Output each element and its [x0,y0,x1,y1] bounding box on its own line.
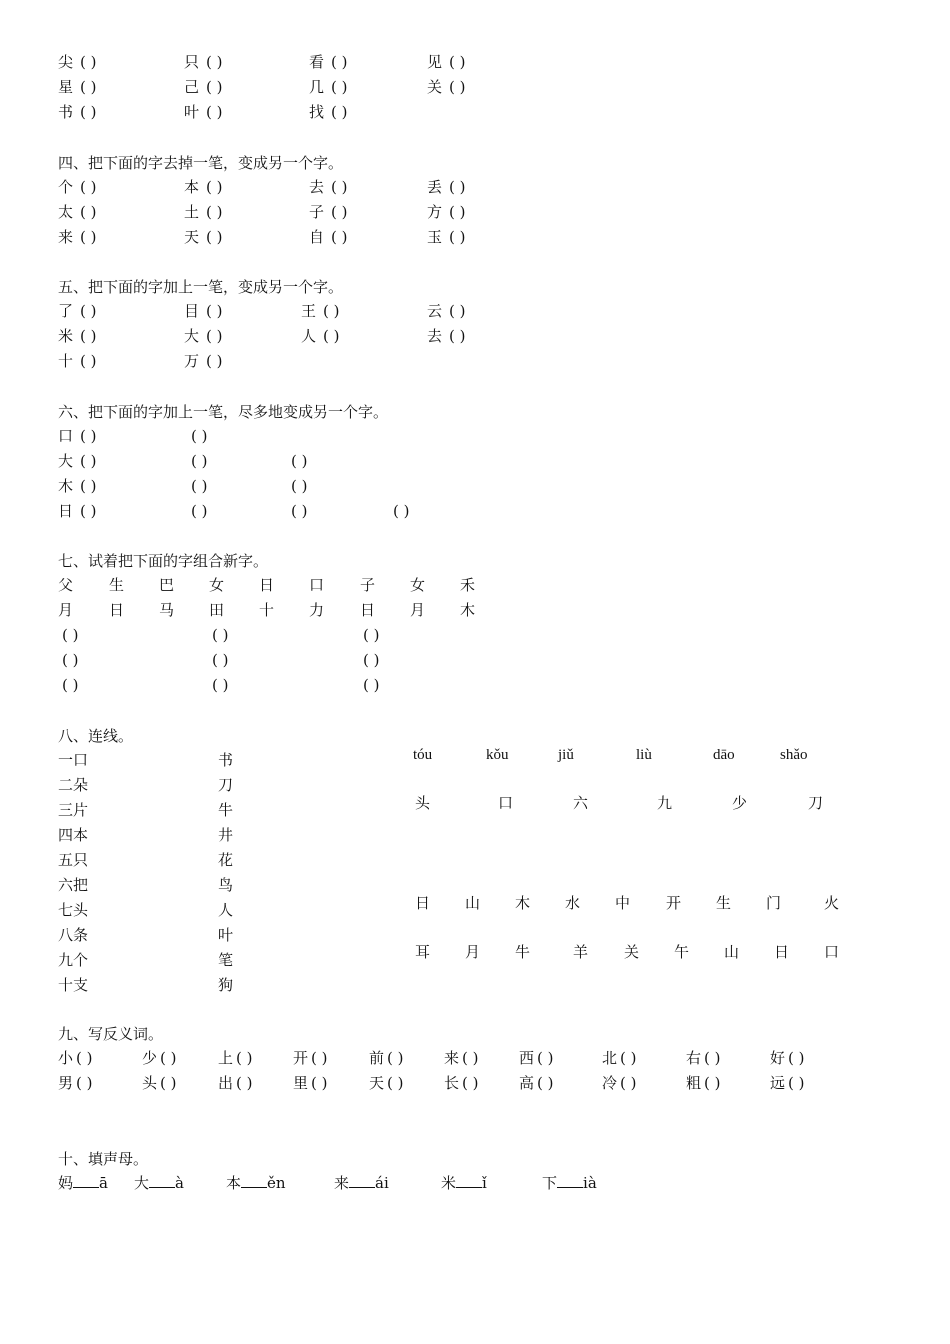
char: 个 [58,178,74,196]
char: 见 [427,53,443,71]
char: 土 [184,203,200,221]
answer-paren: ( ) [80,53,97,71]
answer-paren: ( ) [393,502,410,520]
char: 来 [334,1174,350,1192]
answer-paren: ( ) [80,352,97,370]
char: 了 [58,302,74,320]
fill-initial-item [134,1171,184,1195]
answer-paren: ( ) [191,427,208,445]
match-left-item: 十支 [58,976,89,994]
char: 口 [58,427,74,445]
char: 看 [309,53,325,71]
match-right-item: 花 [218,851,234,869]
char: 叶 [184,103,200,121]
char: 牛 [515,943,531,961]
answer-paren: ( ) [62,676,79,694]
answer-paren: ( ) [76,1074,93,1092]
char: 前 [369,1049,385,1067]
char: 西 [519,1049,535,1067]
answer-paren: ( ) [331,103,348,121]
match-right-item: 书 [218,751,234,769]
char: 来 [444,1049,460,1067]
char: 云 [427,302,443,320]
char: 十 [58,352,74,370]
char: 米 [441,1174,457,1192]
char: 己 [184,78,200,96]
match-left-item: 八条 [58,926,89,944]
answer-paren: ( ) [212,651,229,669]
answer-paren: ( ) [331,228,348,246]
match-hanzi: 刀 [808,794,824,812]
char: 山 [465,894,481,912]
answer-paren: ( ) [331,78,348,96]
char: 本 [184,178,200,196]
answer-paren: ( ) [160,1074,177,1092]
char: 田 [209,601,225,619]
pinyin-label: tóu [413,747,433,763]
match-hanzi: 九 [657,794,673,812]
answer-paren: ( ) [62,626,79,644]
match-right-item: 牛 [218,801,234,819]
char: 米 [58,327,74,345]
char: 门 [766,894,782,912]
match-right-item: 鸟 [218,876,234,894]
char: 午 [674,943,690,961]
char: 高 [519,1074,535,1092]
char: 丢 [427,178,443,196]
answer-paren: ( ) [80,103,97,121]
section-5-title: 五、把下面的字加上一笔，变成另一个字。 [58,278,344,296]
blank-line[interactable] [349,1173,375,1188]
section-9-title: 九、写反义词。 [58,1025,164,1043]
char: 女 [209,576,225,594]
char: 头 [142,1074,158,1092]
answer-paren: ( ) [80,78,97,96]
answer-paren: ( ) [206,53,223,71]
char: 子 [309,203,325,221]
answer-paren: ( ) [462,1049,479,1067]
answer-paren: ( ) [537,1049,554,1067]
answer-paren: ( ) [363,676,380,694]
char: 大 [134,1174,150,1192]
match-right-item: 人 [218,901,234,919]
char: 尖 [58,53,74,71]
char: 女 [410,576,426,594]
char: 日 [109,601,125,619]
char: 中 [615,894,631,912]
match-left-item: 六把 [58,876,89,894]
answer-paren: ( ) [62,651,79,669]
char: 关 [427,78,443,96]
answer-paren: ( ) [191,452,208,470]
final: ià [583,1174,597,1192]
char: 冷 [602,1074,618,1092]
char: 王 [301,302,317,320]
answer-paren: ( ) [212,676,229,694]
answer-paren: ( ) [449,327,466,345]
char: 好 [770,1049,786,1067]
char: 天 [184,228,200,246]
char: 木 [460,601,476,619]
char: 日 [259,576,275,594]
match-right-item: 狗 [218,976,234,994]
match-left-item: 三片 [58,801,89,819]
char: 长 [444,1074,460,1092]
answer-paren: ( ) [620,1074,637,1092]
answer-paren: ( ) [462,1074,479,1092]
char: 小 [58,1049,74,1067]
char: 星 [58,78,74,96]
char: 日 [774,943,790,961]
char: 巴 [159,576,175,594]
char: 大 [58,452,74,470]
answer-paren: ( ) [449,78,466,96]
answer-paren: ( ) [206,203,223,221]
blank-line[interactable] [73,1173,99,1188]
char: 上 [218,1049,234,1067]
answer-paren: ( ) [80,178,97,196]
char: 日 [415,894,431,912]
char: 只 [184,53,200,71]
char: 日 [360,601,376,619]
char: 月 [410,601,426,619]
answer-paren: ( ) [449,302,466,320]
char: 几 [309,78,325,96]
pinyin-label: kǒu [486,747,509,763]
answer-paren: ( ) [449,203,466,221]
pinyin-label: dāo [713,747,735,763]
char: 下 [542,1174,558,1192]
answer-paren: ( ) [323,327,340,345]
char: 妈 [58,1174,74,1192]
fill-initial-item [226,1171,286,1195]
final: à [175,1174,184,1192]
fill-initial-item [441,1171,487,1195]
section-4-title: 四、把下面的字去掉一笔，变成另一个字。 [58,154,344,172]
char: 羊 [573,943,589,961]
char: 太 [58,203,74,221]
answer-paren: ( ) [80,502,97,520]
char: 火 [824,894,840,912]
match-right-item: 刀 [218,776,234,794]
char: 月 [465,943,481,961]
answer-paren: ( ) [80,203,97,221]
char: 马 [159,601,175,619]
answer-paren: ( ) [620,1049,637,1067]
match-hanzi: 口 [498,794,514,812]
char: 本 [226,1174,242,1192]
answer-paren: ( ) [331,203,348,221]
char: 粗 [686,1074,702,1092]
match-right-item: 笔 [218,951,234,969]
blank-line[interactable] [456,1173,482,1188]
blank-line[interactable] [149,1173,175,1188]
answer-paren: ( ) [206,178,223,196]
char: 耳 [415,943,431,961]
char: 男 [58,1074,74,1092]
final: ā [99,1174,108,1192]
answer-paren: ( ) [80,452,97,470]
char: 力 [309,601,325,619]
match-right-item: 井 [218,826,234,844]
char: 开 [666,894,682,912]
char: 生 [109,576,125,594]
answer-paren: ( ) [206,302,223,320]
char: 来 [58,228,74,246]
char: 远 [770,1074,786,1092]
char: 玉 [427,228,443,246]
char: 自 [309,228,325,246]
section-6-title: 六、把下面的字加上一笔，尽多地变成另一个字。 [58,403,389,421]
char: 天 [369,1074,385,1092]
answer-paren: ( ) [80,477,97,495]
fill-initial-item [58,1171,108,1195]
match-left-item: 七头 [58,901,89,919]
char: 找 [309,103,325,121]
answer-paren: ( ) [291,502,308,520]
char: 人 [301,327,317,345]
answer-paren: ( ) [291,477,308,495]
pinyin-label: shǎo [780,747,808,763]
match-left-item: 一口 [58,751,89,769]
match-left-item: 九个 [58,951,89,969]
answer-paren: ( ) [212,626,229,644]
section-10-title: 十、填声母。 [58,1150,149,1168]
char: 北 [602,1049,618,1067]
char: 万 [184,352,200,370]
answer-paren: ( ) [387,1074,404,1092]
section-8-title: 八、连线。 [58,727,134,745]
answer-paren: ( ) [80,427,97,445]
char: 右 [686,1049,702,1067]
answer-paren: ( ) [323,302,340,320]
answer-paren: ( ) [537,1074,554,1092]
answer-paren: ( ) [76,1049,93,1067]
answer-paren: ( ) [363,651,380,669]
answer-paren: ( ) [363,626,380,644]
answer-paren: ( ) [311,1049,328,1067]
answer-paren: ( ) [206,327,223,345]
match-hanzi: 少 [732,794,748,812]
fill-initial-item [334,1171,389,1195]
final: ái [375,1174,389,1192]
answer-paren: ( ) [191,502,208,520]
match-left-item: 五只 [58,851,89,869]
fill-initial-item [542,1171,597,1195]
answer-paren: ( ) [331,53,348,71]
match-left-item: 二朵 [58,776,89,794]
char: 父 [58,576,74,594]
blank-line[interactable] [557,1173,583,1188]
char: 口 [824,943,840,961]
section-7-title: 七、试着把下面的字组合新字。 [58,552,269,570]
answer-paren: ( ) [206,352,223,370]
char: 出 [218,1074,234,1092]
answer-paren: ( ) [291,452,308,470]
answer-paren: ( ) [191,477,208,495]
answer-paren: ( ) [788,1049,805,1067]
pinyin-label: jiǔ [558,747,574,763]
char: 方 [427,203,443,221]
char: 月 [58,601,74,619]
answer-paren: ( ) [160,1049,177,1067]
char: 生 [716,894,732,912]
answer-paren: ( ) [206,103,223,121]
match-left-item: 四本 [58,826,89,844]
answer-paren: ( ) [206,228,223,246]
answer-paren: ( ) [704,1049,721,1067]
char: 禾 [460,576,476,594]
match-hanzi: 六 [573,794,589,812]
char: 里 [293,1074,309,1092]
char: 关 [624,943,640,961]
char: 少 [142,1049,158,1067]
char: 十 [259,601,275,619]
answer-paren: ( ) [80,228,97,246]
final: ěn [267,1174,286,1192]
char: 开 [293,1049,309,1067]
char: 去 [309,178,325,196]
answer-paren: ( ) [80,327,97,345]
answer-paren: ( ) [236,1074,253,1092]
char: 木 [515,894,531,912]
answer-paren: ( ) [449,53,466,71]
char: 子 [360,576,376,594]
pinyin-label: liù [636,747,652,763]
match-hanzi: 头 [415,794,431,812]
char: 山 [724,943,740,961]
answer-paren: ( ) [449,178,466,196]
answer-paren: ( ) [331,178,348,196]
answer-paren: ( ) [311,1074,328,1092]
char: 大 [184,327,200,345]
answer-paren: ( ) [206,78,223,96]
char: 水 [565,894,581,912]
char: 去 [427,327,443,345]
char: 口 [309,576,325,594]
answer-paren: ( ) [704,1074,721,1092]
answer-paren: ( ) [449,228,466,246]
match-right-item: 叶 [218,926,234,944]
answer-paren: ( ) [788,1074,805,1092]
blank-line[interactable] [241,1173,267,1188]
answer-paren: ( ) [387,1049,404,1067]
char: 木 [58,477,74,495]
char: 日 [58,502,74,520]
char: 目 [184,302,200,320]
final: ǐ [482,1174,487,1192]
answer-paren: ( ) [236,1049,253,1067]
char: 书 [58,103,74,121]
answer-paren: ( ) [80,302,97,320]
